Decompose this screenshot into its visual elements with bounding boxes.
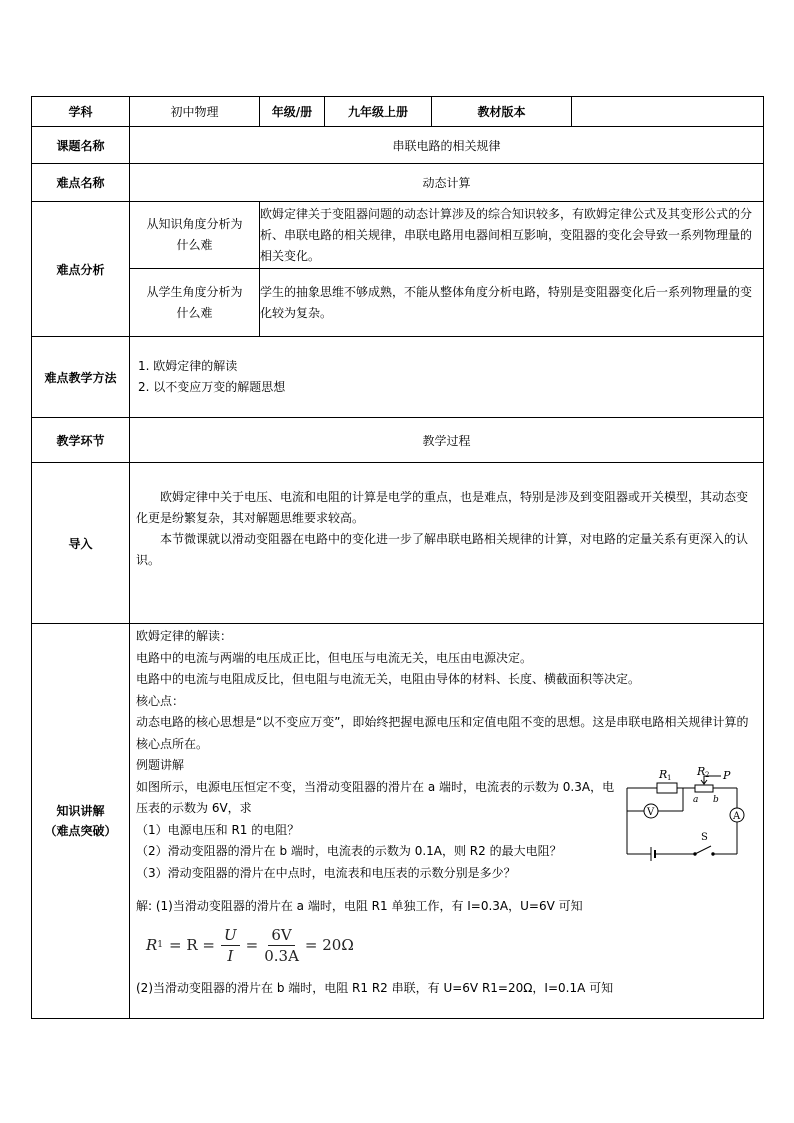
difficulty-label: 难点名称	[32, 164, 130, 202]
equation-r1	[136, 918, 757, 974]
eq-equals: =	[245, 935, 259, 954]
label-b-end: b	[713, 795, 719, 805]
analysis-label: 难点分析	[32, 202, 130, 337]
circuit-diagram	[625, 766, 745, 866]
question-1: （1）电源电压和 R1 的电阻？	[136, 822, 300, 837]
grade-label: 年级/册	[260, 97, 325, 127]
student-angle-text: 学生的抽象思维不够成熟，不能从整体角度分析电路，特别是变阻器变化后一系列物理量的变化较为复杂。	[260, 269, 764, 337]
solution-step-2: (2)当滑动变阻器的滑片在 b 端时，电阻 R1 R2 串联，有 U=6V R1=20Ω，I=0.1A 可知	[136, 980, 614, 995]
solution-step-1: 解: (1)当滑动变阻器的滑片在 a 端时，电阻 R1 单独工作，有 I=0.3A，U=6V 可知	[136, 899, 583, 913]
subject-label: 学科	[32, 97, 130, 127]
process-section-label: 教学环节	[32, 418, 130, 463]
process-header-row	[32, 418, 764, 463]
label-r1-sub: 1	[667, 774, 672, 782]
intro-content	[130, 463, 764, 624]
eq-mid: = R =	[169, 935, 215, 954]
knowledge-line-2: 电路中的电流与两端的电压成正比，但电压与电流无关，电压由电源决定。	[136, 650, 533, 665]
process-section-value: 教学过程	[130, 418, 764, 463]
eq-r-symbol: R	[146, 935, 158, 954]
method-list	[130, 337, 764, 418]
edition-label: 教材版本	[432, 97, 572, 127]
eq-fraction-values	[264, 926, 299, 965]
knowledge-line-1: 欧姆定律的解读：	[136, 629, 233, 643]
knowledge-label	[32, 624, 130, 1019]
knowledge-line-6: 例题讲解	[136, 758, 185, 772]
voltmeter-symbol: V	[647, 807, 655, 818]
eq-denominator-03a: 0.3A	[264, 947, 299, 965]
eq-denominator-i: I	[227, 947, 234, 965]
method-item-2: 2. 以不变应万变的解题思想	[138, 380, 286, 394]
switch-label: S	[701, 832, 708, 843]
knowledge-line-4: 核心点：	[136, 693, 185, 708]
knowledge-label-line2: （难点突破）	[44, 824, 117, 838]
knowledge-angle-text: 欧姆定律关于变阻器问题的动态计算涉及的综合知识较多，有欧姆定律公式及其变形公式的分析、串联电路的相关规律，串联电路用电器间相互影响，变阻器的变化会导致一系列物理量的相关变化。	[260, 202, 764, 269]
knowledge-label-line1: 知识讲解	[56, 804, 105, 818]
topic-value: 串联电路的相关规律	[130, 127, 764, 164]
label-a-end: a	[693, 795, 699, 805]
label-p: P	[723, 769, 731, 782]
label-r1: R	[659, 768, 668, 781]
knowledge-content	[130, 624, 764, 1019]
student-angle-label: 从学生角度分析为什么难	[130, 269, 260, 337]
analysis-row-1	[32, 202, 764, 269]
topic-row	[32, 127, 764, 164]
header-row	[32, 97, 764, 127]
label-r2: R	[697, 766, 706, 778]
intro-row	[32, 463, 764, 624]
example-problem: 如图所示，电源电压恒定不变，当滑动变阻器的滑片在 a 端时，电流表的示数为 0.3A，电压表的示数为 6V，求	[136, 779, 615, 815]
analysis-row-2	[32, 269, 764, 337]
eq-r-sub: 1	[157, 939, 164, 950]
ammeter-symbol: A	[733, 811, 741, 822]
question-3: （3）滑动变阻器的滑片在中点时，电流表和电压表的示数分别是多少？	[136, 865, 516, 880]
grade-value: 九年级上册	[325, 97, 432, 127]
question-2: （2）滑动变阻器的滑片在 b 端时，电流表的示数为 0.1A，则 R2 的最大电阻？	[136, 844, 562, 858]
edition-value	[572, 97, 764, 127]
eq-numerator-u: U	[221, 926, 240, 946]
method-label: 难点教学方法	[32, 337, 130, 418]
knowledge-body	[130, 624, 763, 1003]
method-row	[32, 337, 764, 418]
difficulty-value: 动态计算	[130, 164, 764, 202]
topic-label: 课题名称	[32, 127, 130, 164]
method-item-1: 1. 欧姆定律的解读	[138, 359, 238, 373]
knowledge-row	[32, 624, 764, 1019]
eq-result: = 20Ω	[304, 935, 354, 954]
subject-value: 初中物理	[130, 97, 260, 127]
lesson-table	[31, 96, 764, 1019]
label-r2-sub: 2	[705, 771, 710, 779]
difficulty-row	[32, 164, 764, 202]
intro-label: 导入	[32, 463, 130, 624]
eq-numerator-6v: 6V	[268, 926, 294, 946]
knowledge-angle-label: 从知识角度分析为什么难	[130, 202, 260, 269]
knowledge-line-3: 电路中的电流与电阻成反比，但电阻与电流无关，电阻由导体的材料、长度、横截面积等决定。	[136, 672, 641, 686]
intro-paragraph-1: 欧姆定律中关于电压、电流和电阻的计算是电学的重点，也是难点，特别是涉及到变阻器或开关模型，其动态变化更是纷繁复杂，其对解题思维要求较高。	[136, 490, 749, 525]
intro-paragraph-2: 本节微课就以滑动变阻器在电路中的变化进一步了解串联电路相关规律的计算，对电路的定量关系有更深入的认识。	[136, 532, 749, 567]
knowledge-line-5: 动态电路的核心思想是“以不变应万变”，即始终把握电源电压和定值电阻不变的思想。这是串联电路相关规律计算的核心点所在。	[136, 715, 749, 751]
eq-fraction-ui	[221, 926, 240, 965]
